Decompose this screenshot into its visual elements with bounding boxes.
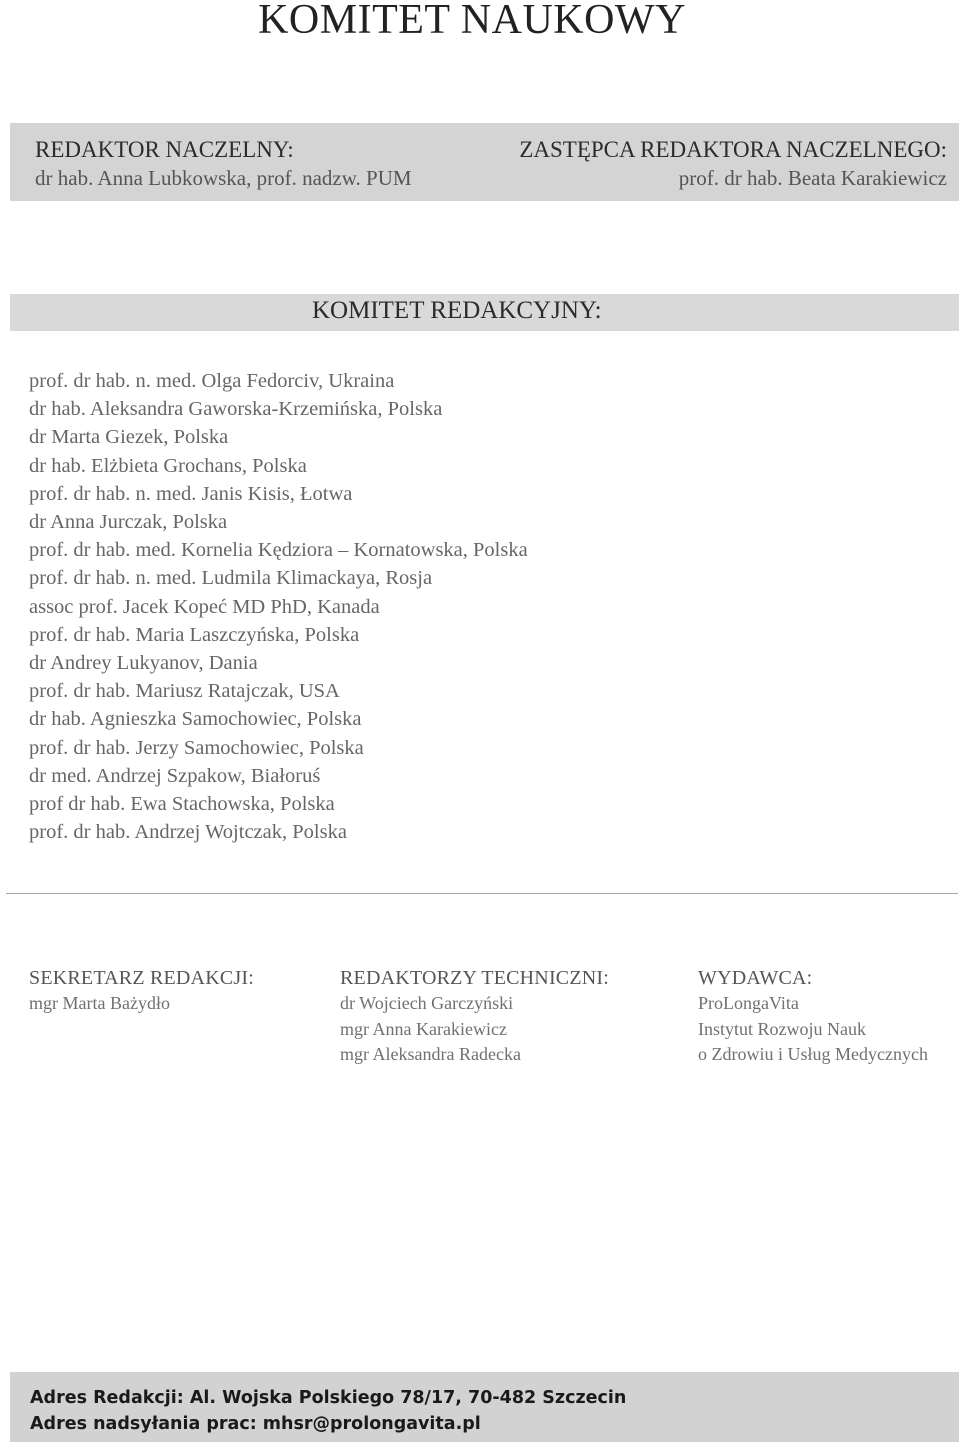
technical-editors-block: [340, 965, 609, 1068]
committee-member: prof dr hab. Ewa Stachowska, Polska: [29, 793, 335, 816]
committee-title: KOMITET REDAKCYJNY:: [312, 297, 602, 324]
address-band: [10, 1372, 959, 1442]
committee-member: prof. dr hab. Andrzej Wojtczak, Polska: [29, 821, 347, 844]
technical-editor-name: mgr Aleksandra Radecka: [340, 1044, 521, 1064]
publisher-block: [698, 965, 928, 1068]
committee-member: prof. dr hab. n. med. Ludmila Klimackaya, Rosja: [29, 567, 433, 590]
committee-member: prof. dr hab. Mariusz Ratajczak, USA: [29, 680, 340, 703]
secretary-block: [29, 965, 254, 1017]
committee-member: dr hab. Aleksandra Gaworska-Krzemińska, Polska: [29, 398, 443, 421]
committee-member: prof. dr hab. Maria Laszczyńska, Polska: [29, 623, 360, 646]
publisher-line: o Zdrowiu i Usług Medycznych: [698, 1044, 928, 1064]
editorial-address: Adres Redakcji: Al. Wojska Polskiego 78/17, 70-482 Szczecin: [30, 1388, 627, 1408]
committee-member: prof. dr hab. n. med. Olga Fedorciv, Ukraina: [29, 370, 395, 392]
committee-member: assoc prof. Jacek Kopeć MD PhD, Kanada: [29, 595, 380, 618]
publisher-line: Instytut Rozwoju Nauk: [698, 1018, 866, 1039]
committee-member: dr Andrey Lukyanov, Dania: [29, 652, 258, 675]
committee-member: dr hab. Elżbieta Grochans, Polska: [29, 454, 307, 477]
committee-member: dr hab. Agnieszka Samochowiec, Polska: [29, 708, 362, 731]
committee-member: dr med. Andrzej Szpakow, Białoruś: [29, 764, 321, 787]
secretary-name: mgr Marta Bażydło: [29, 993, 170, 1013]
committee-member: prof. dr hab. n. med. Janis Kisis, Łotwa: [29, 482, 353, 505]
secretary-label: SEKRETARZ REDAKCJI:: [29, 967, 254, 989]
section-divider: [6, 893, 958, 894]
page-title: KOMITET NAUKOWY: [258, 0, 686, 43]
chief-editor-name: dr hab. Anna Lubkowska, prof. nadzw. PUM: [35, 166, 412, 190]
committee-member: dr Marta Giezek, Polska: [29, 426, 229, 449]
deputy-editor-label: ZASTĘPCA REDAKTORA NACZELNEGO:: [519, 137, 947, 162]
technical-editors-label: REDAKTORZY TECHNICZNI:: [340, 967, 610, 989]
chief-editor-label: REDAKTOR NACZELNY:: [35, 137, 294, 162]
chief-editor-block: [35, 136, 412, 192]
committee-member: prof. dr hab. med. Kornelia Kędziora – Kornatowska, Polska: [29, 539, 528, 562]
editors-band: [10, 123, 959, 201]
committee-member: prof. dr hab. Jerzy Samochowiec, Polska: [29, 736, 364, 759]
committee-members-list: [29, 367, 528, 846]
technical-editor-name: dr Wojciech Garczyński: [340, 993, 514, 1013]
committee-member: dr Anna Jurczak, Polska: [29, 511, 228, 534]
publisher-line: ProLongaVita: [698, 993, 799, 1013]
committee-band: [10, 294, 959, 331]
submission-address: Adres nadsyłania prac: mhsr@prolongavita.pl: [30, 1414, 481, 1434]
deputy-editor-name: prof. dr hab. Beata Karakiewicz: [678, 166, 947, 190]
technical-editor-name: mgr Anna Karakiewicz: [340, 1018, 507, 1039]
publisher-label: WYDAWCA:: [698, 967, 813, 989]
deputy-editor-block: [519, 136, 947, 192]
